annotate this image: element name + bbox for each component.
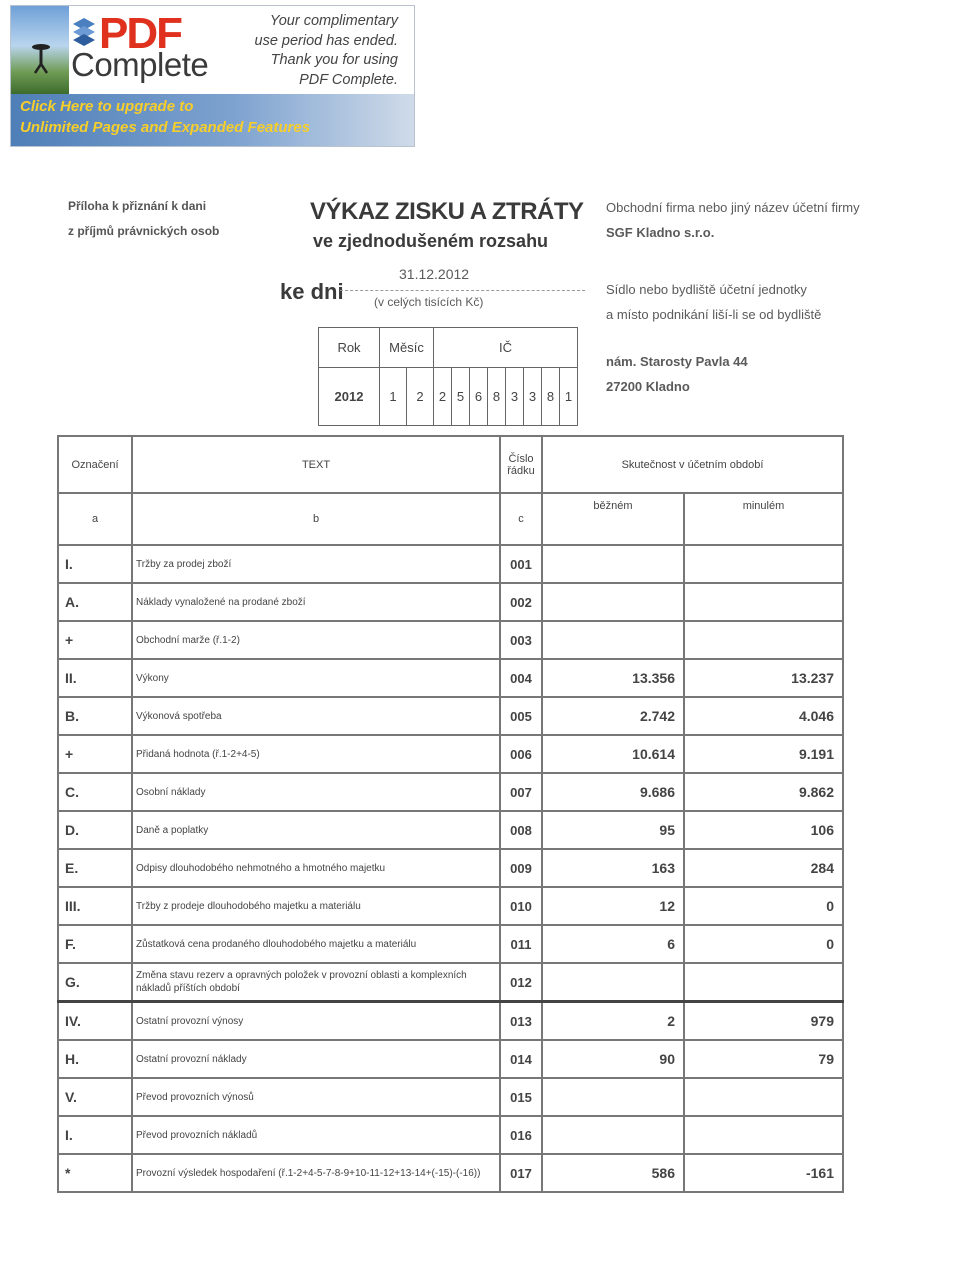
row-current-value [542,963,684,1002]
row-current-value: 2.742 [542,697,684,735]
row-current-value: 95 [542,811,684,849]
row-text: Tržby z prodeje dlouhodobého majetku a materiálu [132,887,500,925]
row-line-number: 016 [500,1116,542,1154]
table-row [58,697,843,735]
mesic-label: Měsíc [380,328,434,368]
logo-pdf: PDF [99,9,181,58]
row-line-number: 011 [500,925,542,963]
row-previous-value: 9.191 [684,735,843,773]
row-line-number: 017 [500,1154,542,1192]
row-line-number: 015 [500,1078,542,1116]
row-mark: A. [58,583,132,621]
row-previous-value: 284 [684,849,843,887]
row-line-number: 007 [500,773,542,811]
table-row [58,1040,843,1078]
seat-label: a místo podnikání liší-li se od bydliště [606,307,822,322]
row-previous-value: 106 [684,811,843,849]
company-label: Obchodní firma nebo jiný název účetní firmy [606,200,860,215]
row-mark: E. [58,849,132,887]
row-mark: H. [58,1040,132,1078]
banner-top [11,6,414,94]
row-current-value: 90 [542,1040,684,1078]
table-row [58,1002,843,1041]
attachment-note [68,194,219,244]
id-box [318,327,578,426]
sub-b: b [132,493,500,545]
row-mark: F. [58,925,132,963]
table-row [58,583,843,621]
row-text: Ostatní provozní náklady [132,1040,500,1078]
row-mark: + [58,735,132,773]
row-previous-value [684,1116,843,1154]
row-previous-value [684,545,843,583]
document-subtitle: ve zjednodušeném rozsahu [313,231,549,251]
upgrade-line[interactable]: Unlimited Pages and Expanded Features [20,119,311,136]
row-previous-value: -161 [684,1154,843,1192]
row-mark: I. [58,545,132,583]
ke-dni-label: ke dni [280,279,344,304]
row-current-value [542,583,684,621]
table-row [58,1116,843,1154]
address-line: 27200 Kladno [606,379,690,394]
header-line: Číslo řádku [500,436,542,493]
row-mark: G. [58,963,132,1002]
row-current-value: 163 [542,849,684,887]
row-text: Převod provozních nákladů [132,1116,500,1154]
row-line-number: 004 [500,659,542,697]
row-mark: I. [58,1116,132,1154]
ic-digit: 8 [542,368,560,426]
ic-digit: 5 [452,368,470,426]
units-note: (v celých tisících Kč) [374,295,484,309]
row-text: Náklady vynaložené na prodané zboží [132,583,500,621]
seat-label: Sídlo nebo bydliště účetní jednotky [606,282,807,297]
attachment-line: Příloha k přiznání k dani [68,199,207,213]
table-row [58,735,843,773]
document-title: VÝKAZ ZISKU A ZTRÁTY [310,198,584,225]
rok-label: Rok [319,328,380,368]
table-row [58,849,843,887]
upgrade-line[interactable]: Click Here to upgrade to [20,98,194,115]
attachment-line: z příjmů právnických osob [68,224,220,238]
row-current-value [542,621,684,659]
row-line-number: 010 [500,887,542,925]
row-text: Přidaná hodnota (ř.1-2+4-5) [132,735,500,773]
table-row [58,925,843,963]
row-mark: V. [58,1078,132,1116]
row-previous-value: 979 [684,1002,843,1041]
row-line-number: 003 [500,621,542,659]
header-text: TEXT [132,436,500,493]
row-text: Osobní náklady [132,773,500,811]
table-row [58,1154,843,1192]
logo-complete: Complete [71,46,209,83]
row-text: Obchodní marže (ř.1-2) [132,621,500,659]
upgrade-banner[interactable] [10,5,415,147]
table-row [58,659,843,697]
table-row [58,811,843,849]
banner-message-line: Thank you for using [270,52,398,68]
mesic-digit: 2 [407,368,434,426]
row-text: Převod provozních výnosů [132,1078,500,1116]
row-current-value: 10.614 [542,735,684,773]
row-current-value: 13.356 [542,659,684,697]
table-row [58,887,843,925]
row-previous-value [684,583,843,621]
row-line-number: 005 [500,697,542,735]
row-previous-value: 13.237 [684,659,843,697]
row-text: Zůstatková cena prodaného dlouhodobého majetku a materiálu [132,925,500,963]
row-text: Tržby za prodej zboží [132,545,500,583]
ic-label: IČ [434,328,578,368]
row-current-value: 6 [542,925,684,963]
header-current: běžném [542,493,684,545]
row-current-value: 586 [542,1154,684,1192]
header-mark: Označení [58,436,132,493]
row-previous-value: 0 [684,925,843,963]
row-previous-value: 0 [684,887,843,925]
row-current-value: 2 [542,1002,684,1041]
row-text: Výkony [132,659,500,697]
row-text: Změna stavu rezerv a opravných položek v provozní oblasti a komplexních nákladů příštích období [132,963,500,1002]
table-row [58,773,843,811]
row-current-value [542,1078,684,1116]
row-mark: C. [58,773,132,811]
row-line-number: 013 [500,1002,542,1041]
report-date: 31.12.2012 [399,266,470,282]
table-body [58,545,843,1192]
ic-digit: 3 [506,368,524,426]
row-line-number: 008 [500,811,542,849]
row-text: Ostatní provozní výnosy [132,1002,500,1041]
row-previous-value: 9.862 [684,773,843,811]
row-previous-value [684,963,843,1002]
row-previous-value [684,1078,843,1116]
sub-a: a [58,493,132,545]
date-underline [340,290,585,291]
row-mark: IV. [58,1002,132,1041]
row-mark: + [58,621,132,659]
upgrade-link[interactable] [20,96,310,138]
row-current-value [542,1116,684,1154]
row-line-number: 014 [500,1040,542,1078]
banner-photo [11,6,69,94]
table-row [58,963,843,1002]
row-previous-value: 79 [684,1040,843,1078]
row-mark: III. [58,887,132,925]
row-text: Daně a poplatky [132,811,500,849]
ic-digit: 1 [560,368,578,426]
row-text: Odpisy dlouhodobého nehmotného a hmotného majetku [132,849,500,887]
row-mark: D. [58,811,132,849]
sub-c: c [500,493,542,545]
row-current-value: 9.686 [542,773,684,811]
row-line-number: 001 [500,545,542,583]
mesic-digit: 1 [380,368,407,426]
row-current-value: 12 [542,887,684,925]
row-line-number: 002 [500,583,542,621]
row-line-number: 006 [500,735,542,773]
banner-message-line: PDF Complete. [299,71,398,88]
company-info [606,195,860,399]
row-current-value [542,545,684,583]
row-mark: II. [58,659,132,697]
ic-digit: 6 [470,368,488,426]
row-previous-value [684,621,843,659]
ic-digit: 3 [524,368,542,426]
table-row [58,621,843,659]
header-previous: minulém [684,493,843,545]
spacer [606,245,860,277]
layers-logo-icon [71,16,97,46]
row-text: Výkonová spotřeba [132,697,500,735]
address-line: nám. Starosty Pavla 44 [606,354,748,369]
ic-digit: 2 [434,368,452,426]
spacer [606,327,860,349]
income-statement-table [57,435,844,1193]
banner-message-line: Your complimentary [269,13,398,29]
table-row [58,1078,843,1116]
upgrade-link-area[interactable] [11,94,414,146]
company-name: SGF Kladno s.r.o. [606,225,715,240]
row-line-number: 012 [500,963,542,1002]
header-period: Skutečnost v účetním období [542,436,843,493]
row-mark: * [58,1154,132,1192]
skydiver-icon [29,42,53,74]
row-previous-value: 4.046 [684,697,843,735]
ic-digit: 8 [488,368,506,426]
row-mark: B. [58,697,132,735]
rok-value: 2012 [319,368,380,426]
row-text: Provozní výsledek hospodaření (ř.1-2+4-5-7-8-9+10-11-12+13-14+(-15)-(-16)) [132,1154,500,1192]
banner-message-line: use period has ended. [254,32,398,49]
banner-message [255,12,399,90]
row-line-number: 009 [500,849,542,887]
table-row [58,545,843,583]
